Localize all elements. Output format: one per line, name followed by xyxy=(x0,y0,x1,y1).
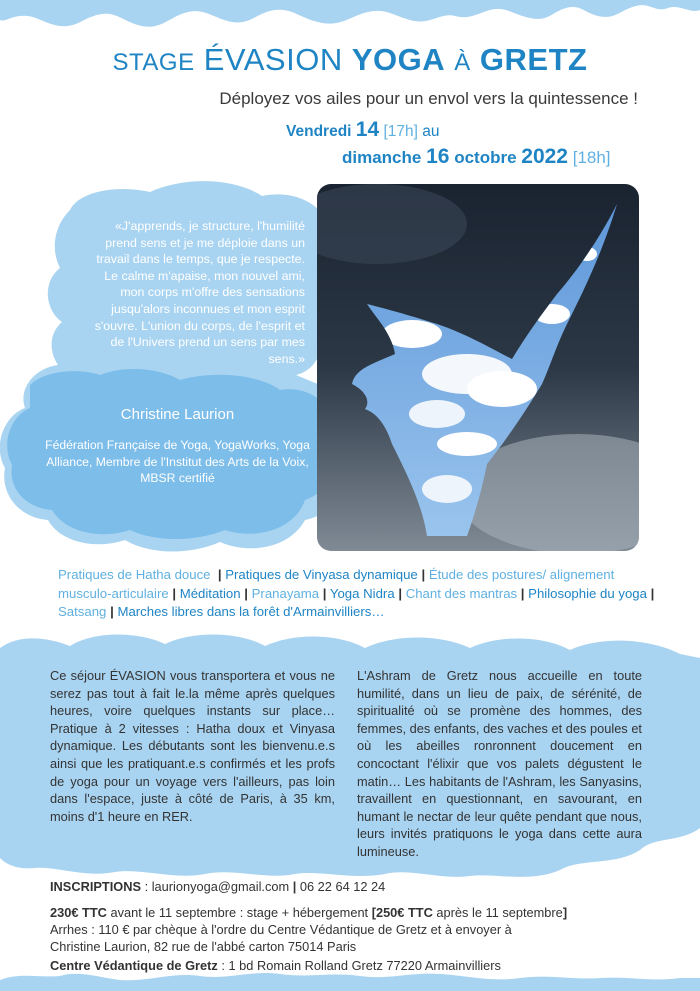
body-text-right: L'Ashram de Gretz nous accueille en toute humilité, dans un lieu de paix, de sérénité, de spiritualité où se promène des hommes, des femmes, des enfants, des vaches et des poules et où les abeilles ronronnent doucement en concoctant l'élixir que vos palets dégustent le matin… Les habitants de l'Ashram, les Sanyasins, travaillent en questionnant, en savourant, en humant le nectar de leur quête pendant que nous, leurs invités pratiquons le yoga dans cette aura lumineuse. xyxy=(357,668,642,859)
dove-sky-painting xyxy=(317,184,639,551)
date1-hour: [17h] xyxy=(383,123,418,140)
inscriptions-label: INSCRIPTIONS xyxy=(50,879,142,894)
date-line-2 xyxy=(342,145,611,169)
center-label: Centre Védantique de Gretz xyxy=(50,958,218,973)
practice-item: Philosophie du yoga xyxy=(528,585,647,601)
title-gretz: GRETZ xyxy=(479,42,588,77)
date2-year: 2022 xyxy=(521,145,568,168)
practice-item: Yoga Nidra xyxy=(329,585,395,601)
practice-item: Pratiques de Hatha douce xyxy=(58,567,211,582)
date1-day: Vendredi xyxy=(286,123,352,140)
date2-num: 16 xyxy=(426,145,450,168)
subtitle: Déployez vos ailes pour un envol vers la quintessence ! xyxy=(219,89,638,108)
title-stage: STAGE xyxy=(112,49,195,76)
date1-num: 14 xyxy=(355,118,380,141)
date2-day: dimanche xyxy=(342,148,422,167)
teacher-affiliations: Fédération Française de Yoga, YogaWorks, Yoga Alliance, Membre de l'Institut des Arts de la Voix, MBSR certifié xyxy=(45,438,310,485)
title-yoga: YOGA xyxy=(351,42,446,77)
price-late: 250€ TTC xyxy=(375,905,433,920)
pricing-block: 230€ TTC avant le 11 septembre : stage + hébergement [250€ TTC après le 11 septembre] Arrhes : 110 € par chèque à l'ordre du Centre Védantique de Gretz et à envoyer à Christine Laurion, 82 rue de l'abbé carton 75014 Paris xyxy=(50,904,680,955)
center-line: Centre Védantique de Gretz : 1 bd Romain Rolland Gretz 77220 Armainvilliers xyxy=(50,958,501,973)
practice-item: Méditation xyxy=(179,585,241,601)
date1-au: au xyxy=(422,123,440,140)
practice-item: Pratiques de Vinyasa dynamique xyxy=(225,567,418,582)
practice-item: Pranayama xyxy=(251,585,320,601)
arrhes-text: Arrhes : 110 € par chèque à l'ordre du Centre Védantique de Gretz et à envoyer à xyxy=(50,922,512,937)
practices-list: Pratiques de Hatha douce | Pratiques de Vinyasa dynamique | Étude des postures/ alignement musculo-articulaire | Méditation | Pranayama | Yoga Nidra | Chant des mantras | Philosophie du yoga | Satsang | Marches libres dans la forêt d'Armainvilliers… xyxy=(58,567,655,619)
price-early: 230€ TTC xyxy=(50,905,107,920)
practice-item: Marches libres dans la forêt d'Armainvilliers… xyxy=(117,604,385,619)
page-title xyxy=(0,42,700,78)
body-text-left: Ce séjour ÉVASION vous transportera et vous ne serez pas tout à fait le.la même après quelques heures, voire quelques instants sur place… Pratique à 2 vitesses : Hatha doux et Vinyasa dynamique. Les débutants sont les bienvenu.e.s ainsi que les pratiquant.e.s confirmés et les profs de yoga pour un voyage vers l'ailleurs, pas loin dans l'espace, juste à côté de Paris, à 35 km, moins d'1 heure en RER. xyxy=(50,668,335,824)
postal-address: Christine Laurion, 82 rue de l'abbé carton 75014 Paris xyxy=(50,939,357,954)
phone-number: 06 22 64 12 24 xyxy=(299,879,386,894)
date2-month: octobre xyxy=(454,148,517,167)
title-a: À xyxy=(454,49,471,76)
title-evasion: ÉVASION xyxy=(203,42,343,77)
center-address: 1 bd Romain Rolland Gretz 77220 Armainvilliers xyxy=(228,958,501,973)
date2-hour: [18h] xyxy=(572,148,611,167)
practice-item: Chant des mantras xyxy=(405,585,518,601)
practice-item: Étude des postures/ alignement musculo-articulaire xyxy=(58,567,615,601)
email-link[interactable]: laurionyoga@gmail.com xyxy=(151,879,290,894)
inscriptions-line: INSCRIPTIONS : laurionyoga@gmail.com | 06 22 64 12 24 xyxy=(50,879,386,894)
practice-item: Satsang xyxy=(58,604,107,619)
quote-text: «J'apprends, je structure, l'humilité prend sens et je me déploie dans un travail dans le temps, que je respecte. Le calme m'apaise, mon nouvel ami, mon corps m'offre des sensations jusqu'alors inconnues et mon esprit s'ouvre. L'union du corps, de l'esprit et de l'Univers prend un sens par mes sens.» xyxy=(94,219,305,366)
price-late-text: après le 11 septembre xyxy=(436,905,563,920)
date-line-1 xyxy=(286,118,440,142)
bottom-cloud-decoration xyxy=(0,968,700,991)
price-early-text: avant le 11 septembre : stage + hébergement xyxy=(110,905,369,920)
teacher-name: Christine Laurion xyxy=(120,406,235,423)
